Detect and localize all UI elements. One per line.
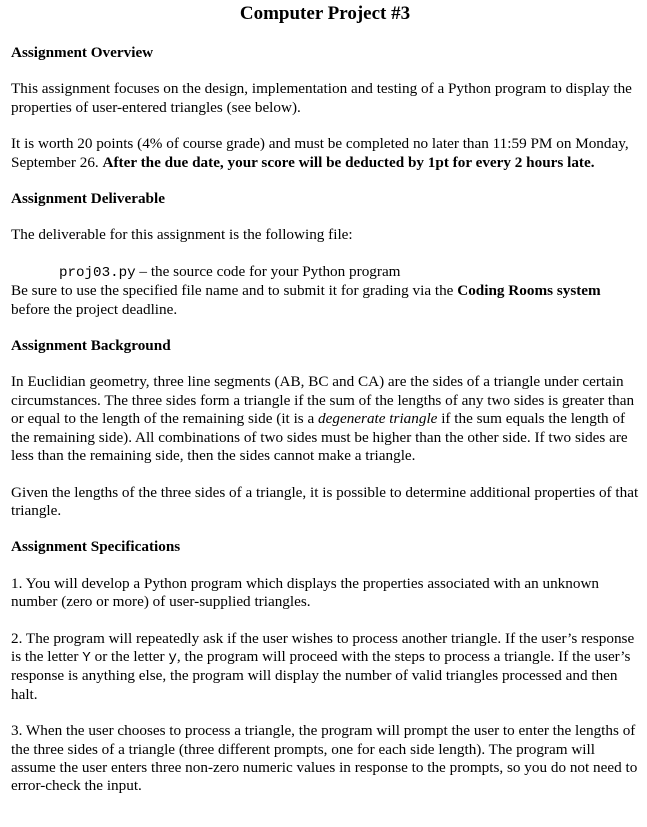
deliverable-paragraph-2 [11, 282, 639, 319]
overview-paragraph-2 [11, 135, 639, 172]
deliverable-file-line [11, 263, 639, 282]
deliverable-p2-text: Be sure to use the specified file name and to submit it for grading via the [11, 282, 458, 300]
letter-lower-y: y [168, 649, 177, 666]
degenerate-triangle-term: degenerate triangle [318, 410, 438, 428]
file-description: – the source code for your Python program [135, 262, 401, 280]
overview-p2-text: It is worth 20 points (4% of course grade) and must be completed no later than 11:59 PM on Monday, September 26. [11, 135, 629, 171]
spec-item-2 [11, 630, 639, 705]
spec-item-2-a: 2. The program will repeatedly ask if the user wishes to process another triangle. If the user’s response is the letter [11, 629, 635, 665]
background-p1-a: In Euclidian geometry, three line segments (AB, BC and CA) are the sides of a triangle under certain circumstances. The three sides form a triangle if the sum of the lengths of any two sides is greater than or equal to the length of the remaining side (it is a [11, 373, 635, 428]
coding-rooms-text: Coding Rooms system [457, 282, 601, 300]
letter-upper-y: Y [82, 649, 91, 666]
spec-item-1: 1. You will develop a Python program which displays the properties associated with an unknown number (zero or more) of user-supplied triangles. [11, 574, 600, 611]
spec-item-2-b: or the letter [90, 647, 169, 665]
background-paragraph-1 [11, 373, 639, 465]
background-p1-b: if the sum equals the length of the remaining side). All combinations of two sides must be higher than the other side. If two sides are less than the remaining side, then the sides cannot make a triangle. [11, 410, 628, 465]
deliverable-heading: Assignment Deliverable [11, 190, 165, 208]
document-page [11, 0, 639, 796]
file-name: proj03.py [59, 264, 136, 281]
background-heading: Assignment Background [11, 337, 171, 355]
specifications-heading: Assignment Specifications [11, 538, 181, 556]
spec-item-2-c: , the program will proceed with the steps to process a triangle. If the user’s response is anything else, the program will display the number of valid triangles processed and then halt. [11, 647, 631, 703]
page-title: Computer Project #3 [239, 3, 411, 24]
deliverable-paragraph-1: The deliverable for this assignment is the following file: [11, 226, 353, 244]
late-penalty-text: After the due date, your score will be deducted by 1pt for every 2 hours late. [102, 153, 595, 171]
deliverable-p2-end: before the project deadline. [11, 300, 178, 318]
background-paragraph-2: Given the lengths of the three sides of a triangle, it is possible to determine additional properties of that triangle. [11, 483, 639, 519]
overview-heading: Assignment Overview [11, 44, 154, 61]
overview-paragraph-1: This assignment focuses on the design, implementation and testing of a Python program to display the properties of user-entered triangles (see below). [11, 80, 632, 116]
spec-item-3: 3. When the user chooses to process a triangle, the program will prompt the user to enter the lengths of the three sides of a triangle (three different prompts, one for each side length). The program will assume the user enters three non-zero numeric values in response to the prompts, so you do not need to error-check the input. [11, 722, 638, 795]
